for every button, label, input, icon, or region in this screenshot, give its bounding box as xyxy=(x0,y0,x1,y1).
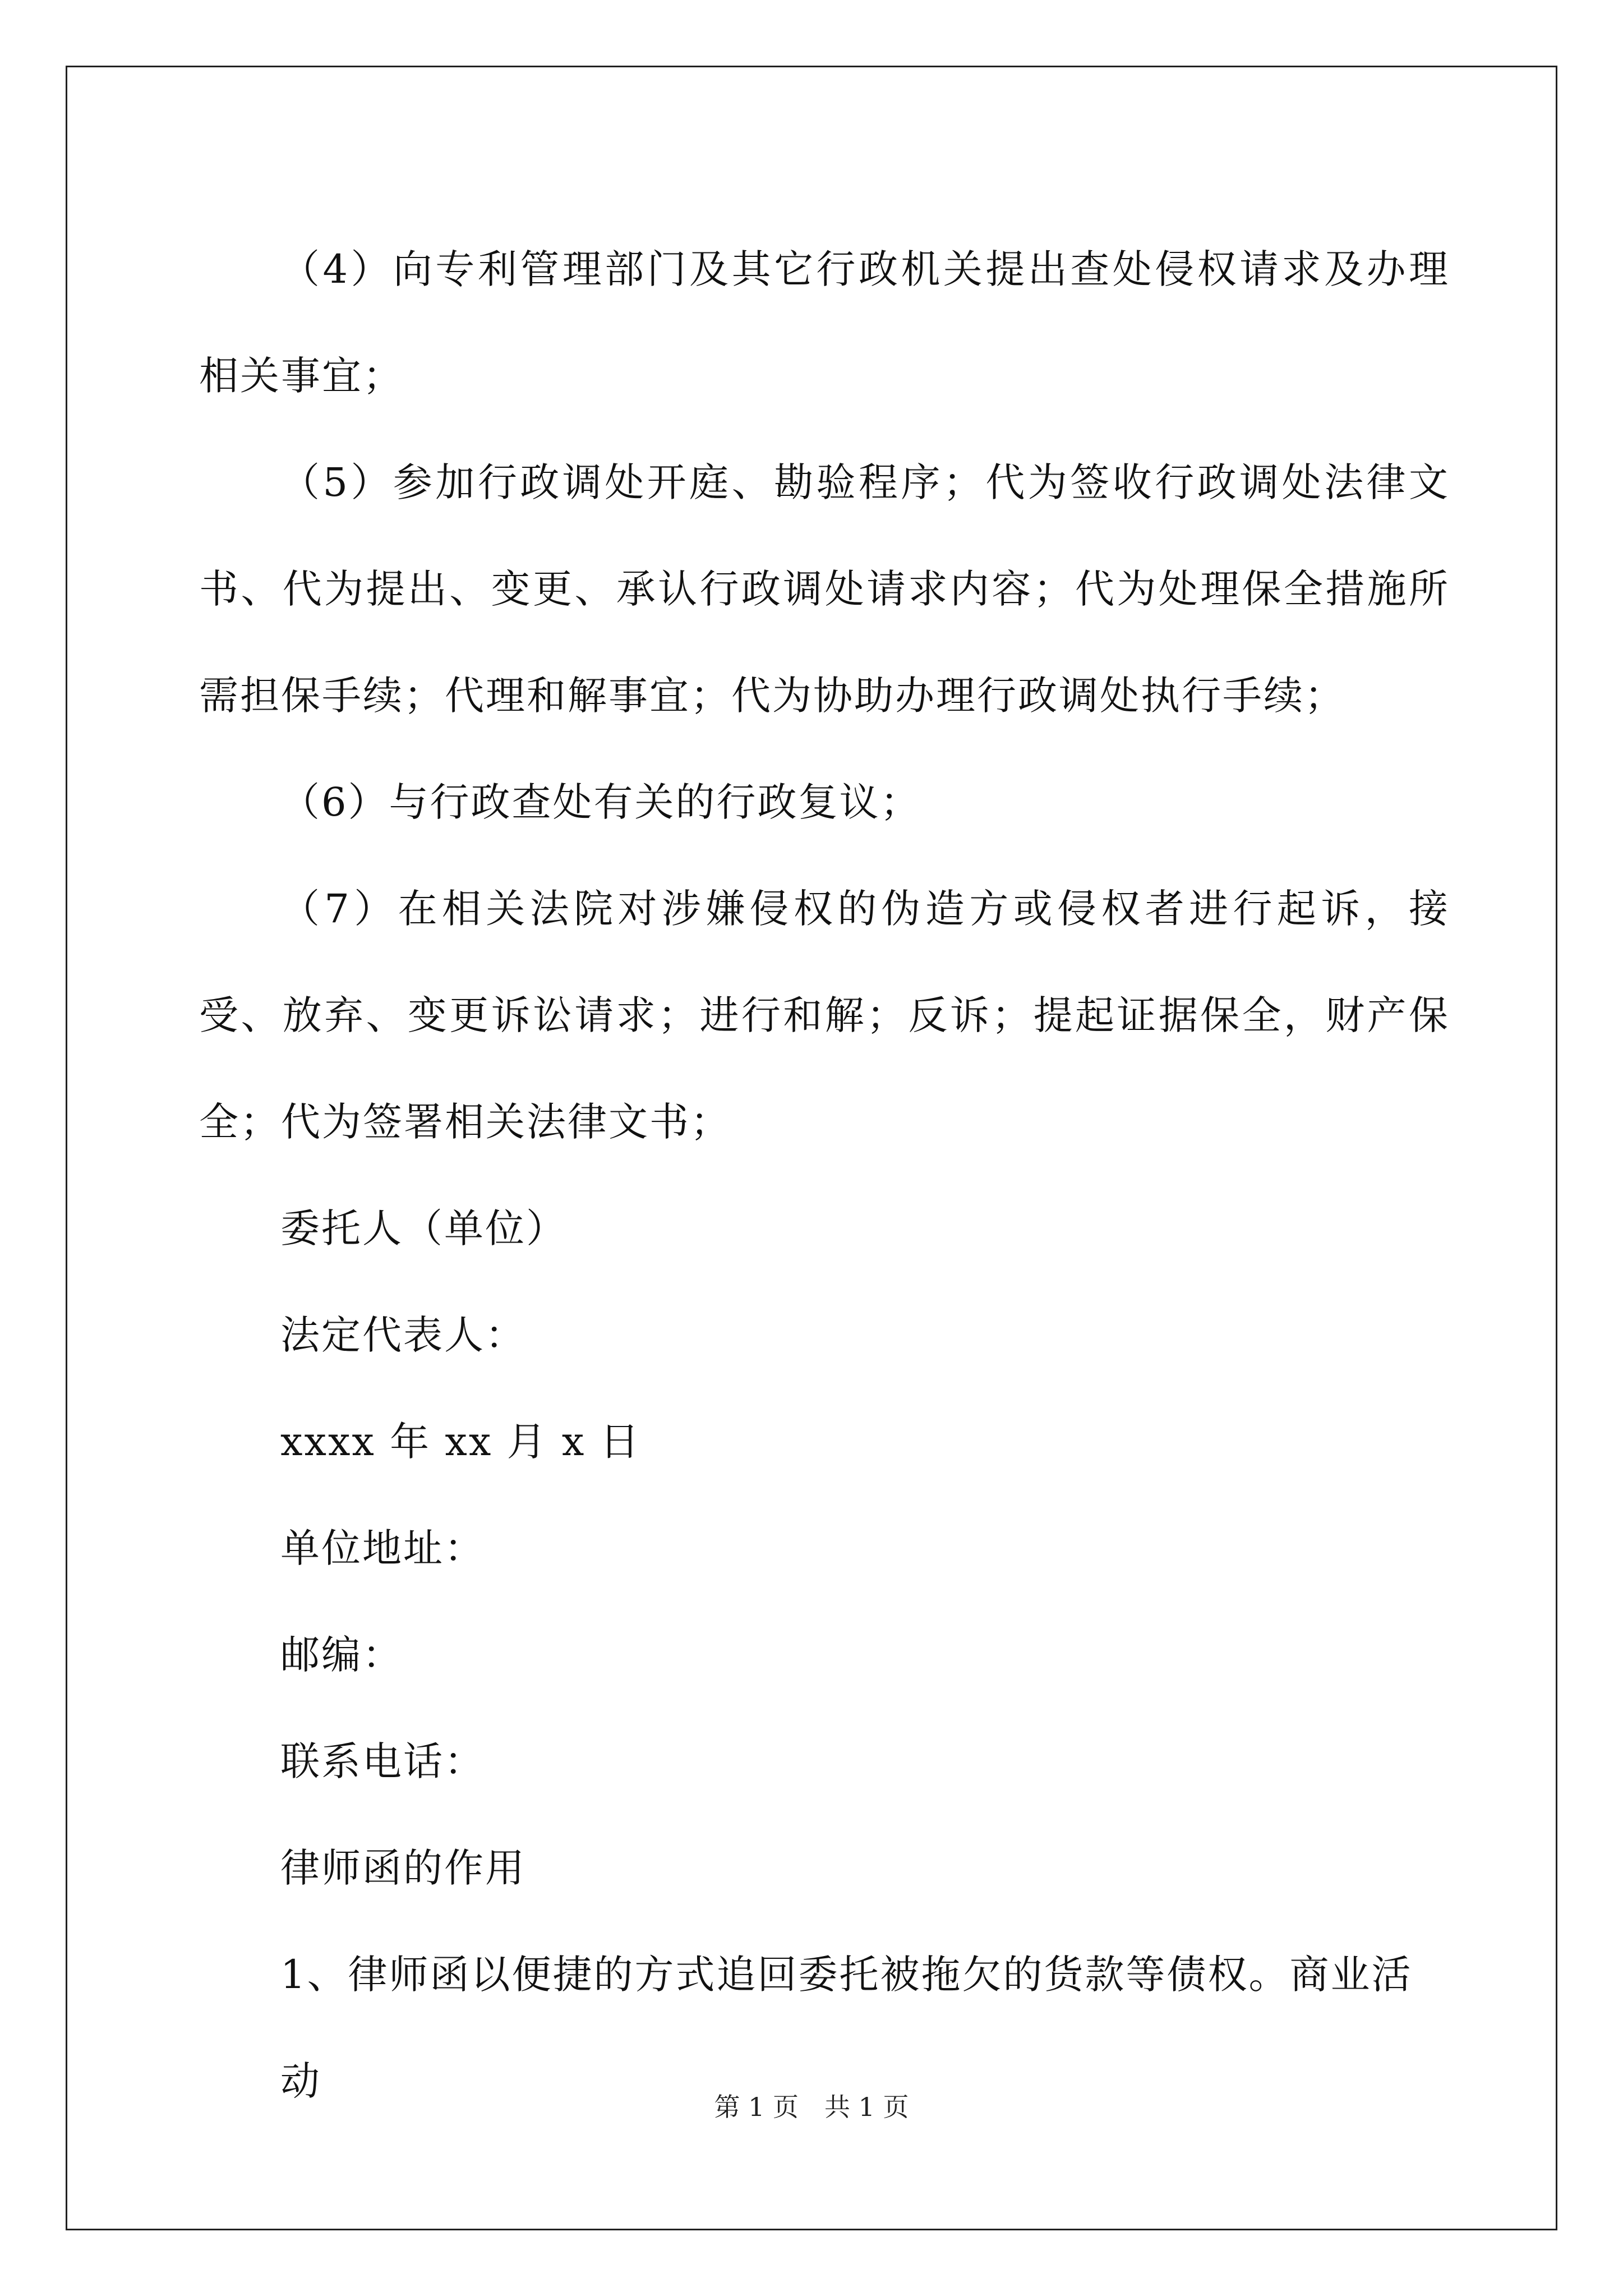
postcode-label: 邮编： xyxy=(280,1632,403,1678)
legal-representative-label: 法定代表人： xyxy=(280,1312,526,1358)
address-label: 单位地址： xyxy=(280,1525,485,1571)
paragraph-item-6: （6）与行政查处有关的行政复议； xyxy=(280,779,921,825)
paragraph-item-4: （4）向专利管理部门及其它行政机关提出查处侵权请求及办理相关事宜； xyxy=(199,246,1450,399)
document-body xyxy=(199,216,1450,2134)
page-footer: 第 1 页 共 1 页 xyxy=(714,2092,909,2122)
paragraph-item-5: （5）参加行政调处开庭、勘验程序；代为签收行政调处法律文书、代为提出、变更、承认行政调处请求内容；代为处理保全措施所需担保手续；代理和解事宜；代为协助办理行政调处执行手续； xyxy=(199,459,1450,719)
principal-label: 委托人（单位） xyxy=(280,1205,567,1251)
phone-label: 联系电话： xyxy=(280,1738,485,1784)
section-heading: 律师函的作用 xyxy=(280,1845,526,1891)
paragraph-item-7: （7）在相关法院对涉嫌侵权的伪造方或侵权者进行起诉，接受、放弃、变更诉讼请求；进行和解；反诉；提起证据保全，财产保全；代为签署相关法律文书； xyxy=(199,886,1450,1145)
date-line: xxxx 年 xx 月 x 日 xyxy=(280,1419,641,1465)
section-paragraph-1: 1、律师函以便捷的方式追回委托被拖欠的货款等债权。商业活动 xyxy=(280,1952,1413,2104)
